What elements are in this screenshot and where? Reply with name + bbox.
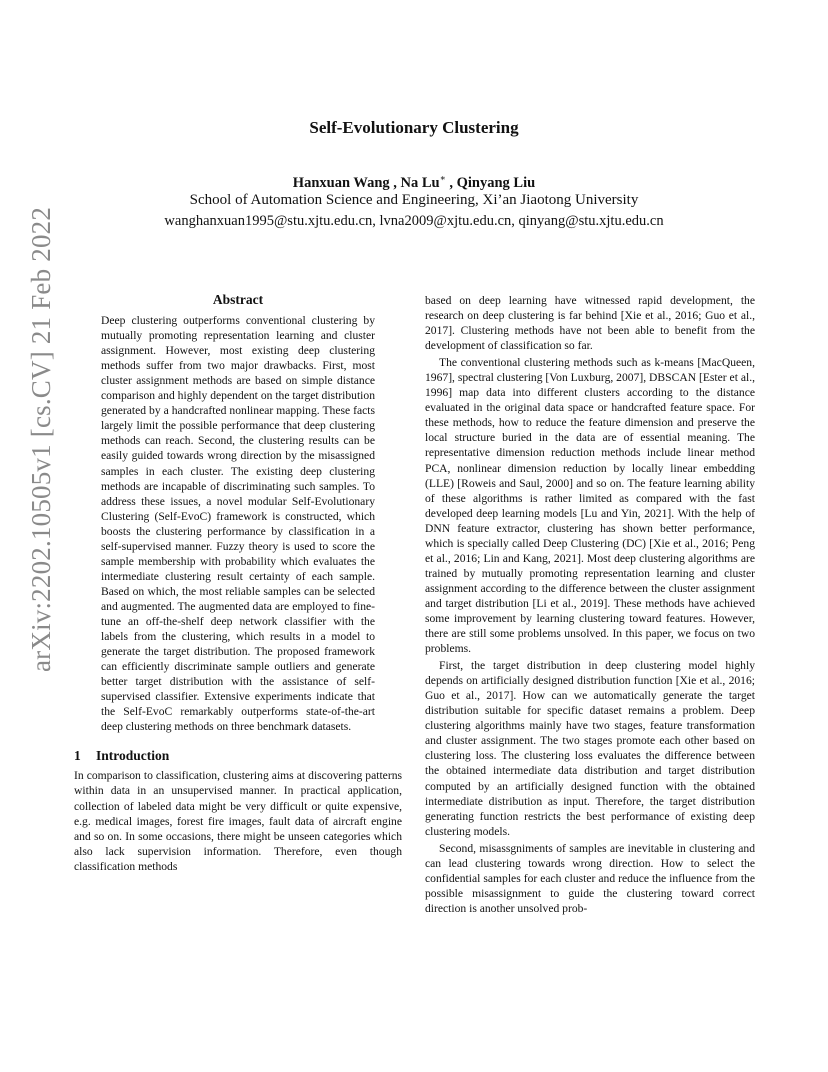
author-name: Na Lu [400, 174, 440, 191]
abstract-text: Deep clustering outperforms conventional clustering by mutually promoting representation learning and cluster assignment. However, most existing deep clustering methods suffer from two major drawbacks. First, most cluster assignment methods are based on simple distance comparison and highly dependent on the target distribution generated by a handcrafted nonlinear mapping. These facts largely limit the possible performance that deep clustering methods can reach. Second, the clustering results can be easily guided towards wrong direction by the misassigned samples in each cluster. The existing deep clustering methods are incapable of discriminating such samples. To address these issues, a novel modular Self-Evolutionary Clustering (Self-EvoC) framework is constructed, which boosts the clustering performance by classification in a self-supervised manner. Fuzzy theory is used to score the sample membership with probability which evaluates the intermediate clustering result certainty of each sample. Based on which, the most reliable samples can be selected and augmented. The augmented data are employed to fine-tune an off-the-shelf deep network classifier with the labels from the clustering, which results in a model to generate the target distribution. The proposed framework can efficiently discriminate sample outliers and generate better target distribution with the assistance of self-supervised classifier. Extensive experiments indicate that the Self-EvoC remarkably outperforms state-of-the-art deep clustering methods on three benchmark datasets. [101, 314, 375, 734]
author-list [0, 173, 828, 192]
body-paragraph: First, the target distribution in deep clustering model highly depends on artificially designed distribution function [Xie et al., 2016; Guo et al., 2017]. How can we automatically generate the target distribution suitable for specific dataset remains a problem. Deep clustering algorithms mainly have two stages, feature transformation and cluster assignment. The two stages promote each other based on clustering loss. The clustering loss evaluates the difference between the obtained intermediate data distribution and target distribution computed by an artificially designed function with the obtained intermediate distribution as input. Therefore, the target distribution generating function restricts the best performance of existing deep clustering models. [425, 659, 755, 838]
author-name: Hanxuan Wang [292, 174, 390, 191]
left-column [74, 292, 402, 876]
corresponding-author-mark: ∗ [439, 173, 446, 183]
abstract-heading: Abstract [212, 292, 264, 307]
paper-title: Self-Evolutionary Clustering [309, 118, 519, 137]
body-paragraph: In comparison to classification, clustering aims at discovering patterns within data in an unsupervised manner. In practical application, collection of labeled data might be very difficult or quite expensive, e.g. medical images, forest fire images, fault data of aircraft engine and so on. In some occasions, there might be unseen categories which also lack supervision information. Therefore, even though classification methods [74, 769, 402, 873]
section-title: Introduction [96, 748, 170, 764]
arxiv-watermark: arXiv:2202.10505v1 [cs.CV] 21 Feb 2022 [26, 206, 56, 672]
author-emails: wanghanxuan1995@stu.xjtu.edu.cn, lvna2009@xjtu.edu.cn, qinyang@stu.xjtu.edu.cn [164, 213, 664, 229]
body-paragraph: The conventional clustering methods such as k-means [MacQueen, 1967], spectral clustering [Von Luxburg, 2007], DBSCAN [Ester et al., 1996] map data into different clusters according to the distance evaluated in the original data space or handcrafted feature space. For these methods, how to reduce the feature dimension and preserve the local structure buried in the data are of essential meaning. The representative dimension reduction methods include linear method PCA, nonlinear dimension reduction by locally linear embedding (LLE) [Roweis and Saul, 2000] and so on. The feature learning ability of these algorithms is rather limited as compared with the fast developed deep learning models [Lu and Yin, 2021]. With the help of DNN feature extractor, clustering has shown better performance, which is specially called Deep Clustering (DC) [Xie et al., 2016; Peng et al., 2016; Lin and Kang, 2021]. Most deep clustering algorithms are trained by mutually promoting representation learning and cluster assignment according to the difference between the cluster assignment and target distribution [Li et al., 2019]. These methods have achieved some improvement by learning clustering toward features. However, there are still some problems unsolved. In this paper, we focus on two problems. [425, 356, 755, 656]
author-separator: , [445, 174, 457, 191]
section-number: 1 [74, 748, 81, 764]
section-heading [74, 748, 402, 763]
body-paragraph: Second, misassgniments of samples are inevitable in clustering and can lead clustering towards wrong direction. How to select the confidential samples for each cluster and reduce the influence from the possible misassignment to guide the clustering toward correct direction is another unsolved prob- [425, 841, 755, 915]
affiliation: School of Automation Science and Engineering, Xi’an Jiaotong University [189, 192, 639, 208]
author-name: Qinyang Liu [456, 174, 536, 191]
body-paragraph: based on deep learning have witnessed rapid development, the research on deep clustering is far behind [Xie et al., 2016; Guo et al., 2017]. Clustering methods have not been able to benefit from the development of classification so far. [425, 294, 755, 353]
right-column [425, 293, 755, 918]
author-separator: , [389, 174, 401, 191]
